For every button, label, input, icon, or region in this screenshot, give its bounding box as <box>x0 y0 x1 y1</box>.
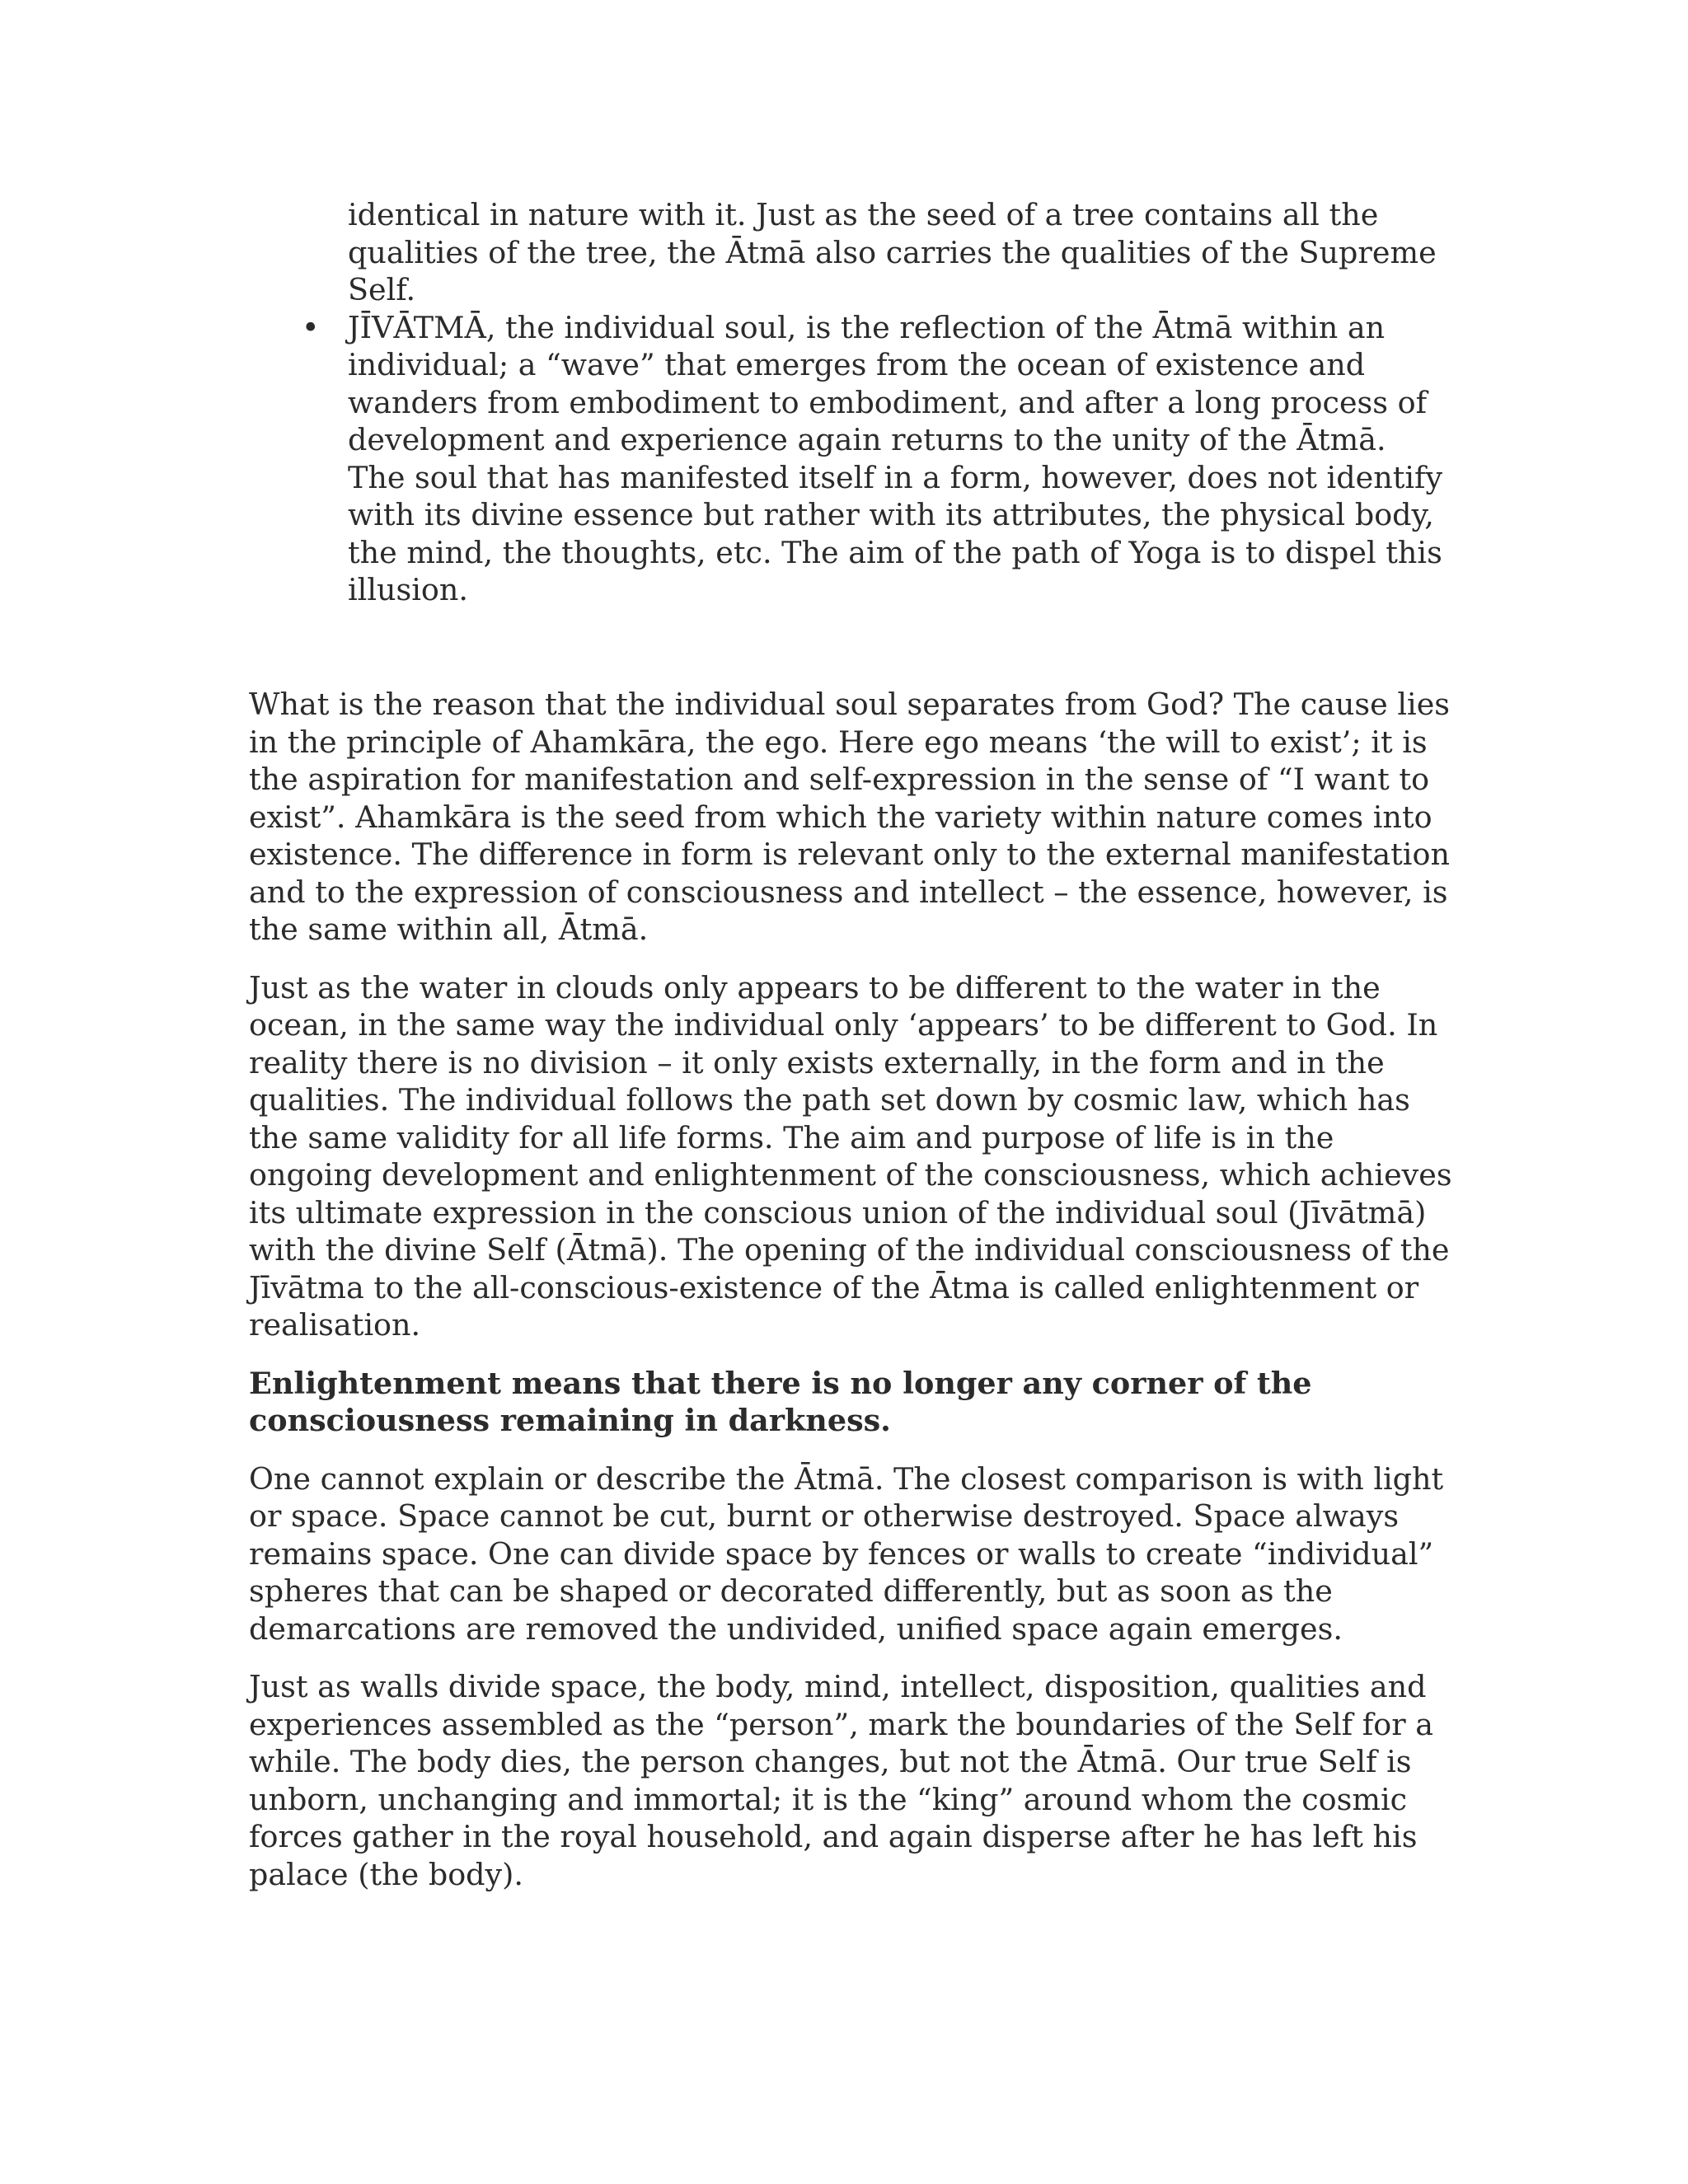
paragraph-space: One cannot explain or describe the Ātmā. The closest comparison is with light or space. Space cannot be cut, burnt or otherwise destroyed. Space always remains space. One can divide space by fences or walls to create “individual” spheres that can be shaped or decorated differently, but as soon as the demarcations are removed the undivided, unified space again emerges. <box>249 1460 1444 1647</box>
bullet-list <box>302 196 1452 609</box>
bullet-item-jivatma <box>302 309 1452 609</box>
bullet-marker: • <box>302 309 320 345</box>
body-text <box>249 686 1452 1914</box>
paragraph-walls: Just as walls divide space, the body, mind, intellect, disposition, qualities and experiences assembled as the “person”, mark the boundaries of the Self for a while. The body dies, the person changes, but not the Ātmā. Our true Self is unborn, unchanging and immortal; it is the “king” around whom the cosmic forces gather in the royal household, and again disperse after he has left his palace (the body). <box>249 1669 1434 1892</box>
bullet-item-text: JĪVĀTMĀ, the individual soul, is the reflection of the Ātmā within an individual; a “wave” that emerges from the ocean of existence and wanders from embodiment to embodiment, and after a long process of development and experience again returns to the unity of the Ātmā. The soul that has manifested itself in a form, however, does not identify with its divine essence but rather with its attributes, the physical body, the mind, the thoughts, etc. The aim of the path of Yoga is to dispel this illusion. <box>348 309 1443 607</box>
bullet-continuation-text: identical in nature with it. Just as the seed of a tree contains all the qualities of the tree, the Ātmā also carries the qualities of the Supreme Self. <box>348 197 1437 307</box>
bold-statement-enlightenment: Enlightenment means that there is no longer any corner of the consciousness remaining in darkness. <box>249 1365 1312 1438</box>
paragraph-water-clouds: Just as the water in clouds only appears to be different to the water in the ocean, in the same way the individual only ‘appears’ to be different to God. In reality there is no division – it only exists externally, in the form and in the qualities. The individual follows the path set down by cosmic law, which has the same validity for all life forms. The aim and purpose of life is in the ongoing development and enlightenment of the consciousness, which achieves its ultimate expression in the conscious union of the individual soul (Jīvātmā) with the divine Self (Ātmā). The opening of the individual consciousness of the Jīvātma to the all-conscious-existence of the Ātma is called enlightenment or realisation. <box>249 969 1452 1343</box>
paragraph-ego: What is the reason that the individual soul separates from God? The cause lies in the principle of Ahamkāra, the ego. Here ego means ‘the will to exist’; it is the aspiration for manifestation and self-expression in the sense of “I want to exist”. Ahamkāra is the seed from which the variety within nature comes into existence. The difference in form is relevant only to the external manifestation and to the expression of consciousness and intellect – the essence, however, is the same within all, Ātmā. <box>249 687 1451 947</box>
